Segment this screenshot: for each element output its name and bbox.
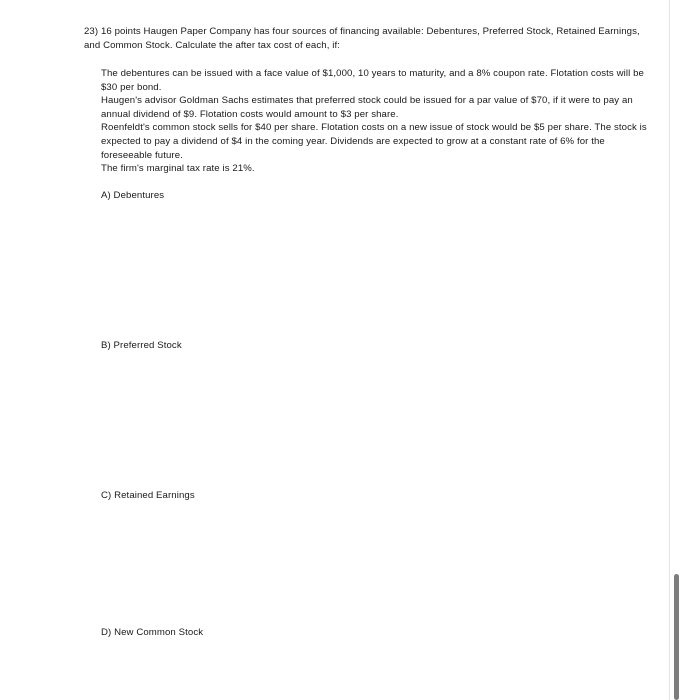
question-number: 23) xyxy=(84,26,99,37)
question-body xyxy=(101,67,649,176)
question-header xyxy=(84,25,644,53)
part-d-label: D) New Common Stock xyxy=(101,627,204,638)
common-stock-paragraph: Roenfeldt's common stock sells for $40 per share. Flotation costs on a new issue of stock would be $5 per share. The stock is expected to pay a dividend of $4 in the coming year. Dividends are expected to grow at a constant rate of 6% for the foreseeable future. xyxy=(101,122,647,161)
part-a-label: A) Debentures xyxy=(101,190,165,201)
tax-rate-paragraph: The firm's marginal tax rate is 21%. xyxy=(101,163,255,175)
part-b-label: B) Preferred Stock xyxy=(101,340,182,351)
scrollbar-track[interactable] xyxy=(669,0,682,700)
part-c-label: C) Retained Earnings xyxy=(101,490,195,501)
question-intro: 16 points Haugen Paper Company has four sources of financing available: Debentures, Preferred Stock, Retained Earnings, and Common Stock. Calculate the after tax cost of each, if: xyxy=(84,26,640,51)
preferred-stock-paragraph: Haugen's advisor Goldman Sachs estimates that preferred stock could be issued for a par value of $70, if it were to pay an annual dividend of $9. Flotation costs would amount to $3 per share. xyxy=(101,95,633,120)
scrollbar-thumb[interactable] xyxy=(674,574,679,700)
debentures-paragraph: The debentures can be issued with a face value of $1,000, 10 years to maturity, and a 8% coupon rate. Flotation costs will be $30 per bond. xyxy=(101,68,644,93)
